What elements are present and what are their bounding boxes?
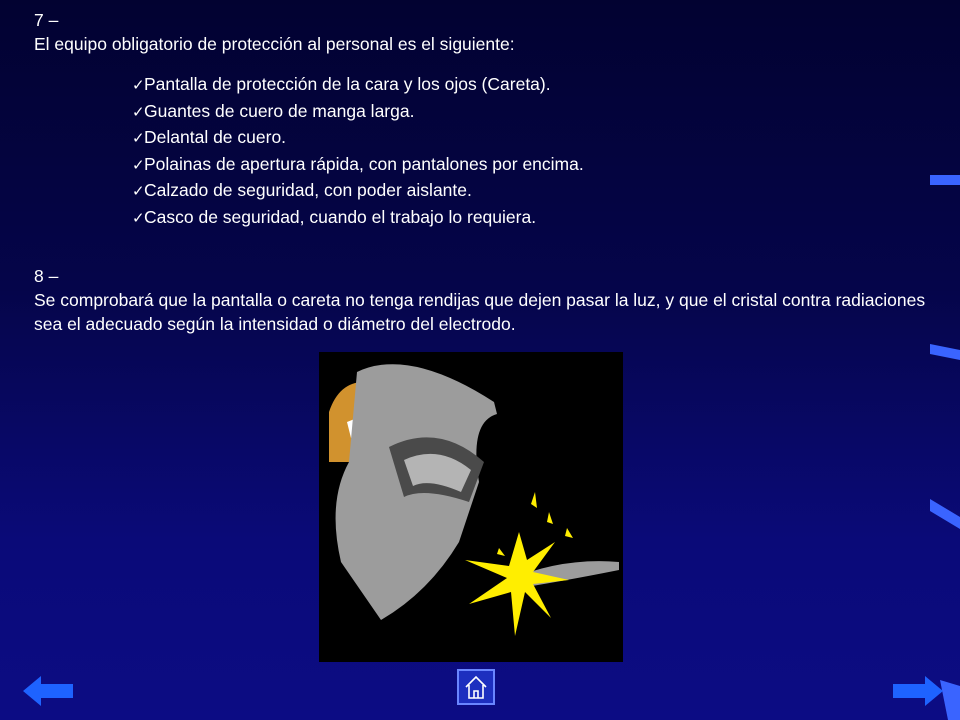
section-8-body: Se comprobará que la pantalla o careta no tenga rendijas que dejen pasar la luz, y que el cristal contra radiaciones sea el adecuado según la intensidad o diámetro del electrodo. xyxy=(34,290,926,334)
list-item xyxy=(132,205,584,232)
edge-stripe xyxy=(922,170,960,190)
welding-mask-clipart xyxy=(319,352,623,662)
section-7-body: El equipo obligatorio de protección al personal es el siguiente: xyxy=(34,34,515,54)
section-8-number: 8 – xyxy=(34,266,59,286)
welding-mask-illustration xyxy=(319,352,623,662)
list-item xyxy=(132,152,584,179)
section-7-number: 7 – xyxy=(34,10,59,30)
list-item-text: Delantal de cuero. xyxy=(144,127,287,148)
home-icon xyxy=(459,671,493,703)
check-icon: ✓ xyxy=(132,77,145,94)
next-slide-button[interactable] xyxy=(893,676,943,706)
list-item xyxy=(132,125,584,152)
arrow-left-icon xyxy=(23,676,73,706)
edge-stripe xyxy=(922,495,960,529)
check-icon: ✓ xyxy=(132,183,145,201)
list-item xyxy=(132,178,584,205)
section-8 xyxy=(34,264,949,336)
list-item-text: Polainas de apertura rápida, con pantalones por encima. xyxy=(144,153,584,174)
edge-stripe xyxy=(922,340,960,360)
list-item-text: Casco de seguridad, cuando el trabajo lo requiera. xyxy=(144,206,537,227)
home-button[interactable] xyxy=(457,669,495,705)
sparks xyxy=(465,492,573,636)
protective-equipment-list xyxy=(34,72,584,232)
check-icon: ✓ xyxy=(132,209,145,227)
check-icon: ✓ xyxy=(132,130,145,148)
check-icon: ✓ xyxy=(132,156,145,174)
section-7 xyxy=(34,8,584,232)
previous-slide-button[interactable] xyxy=(23,676,73,706)
arrow-right-icon xyxy=(893,676,943,706)
list-item xyxy=(132,99,584,126)
list-item-text: Pantalla de protección de la cara y los ojos (Careta). xyxy=(144,74,551,94)
list-item-text: Guantes de cuero de manga larga. xyxy=(144,100,415,121)
list-item xyxy=(132,72,584,99)
list-item-text: Calzado de seguridad, con poder aislante. xyxy=(144,180,472,201)
check-icon: ✓ xyxy=(132,103,145,121)
